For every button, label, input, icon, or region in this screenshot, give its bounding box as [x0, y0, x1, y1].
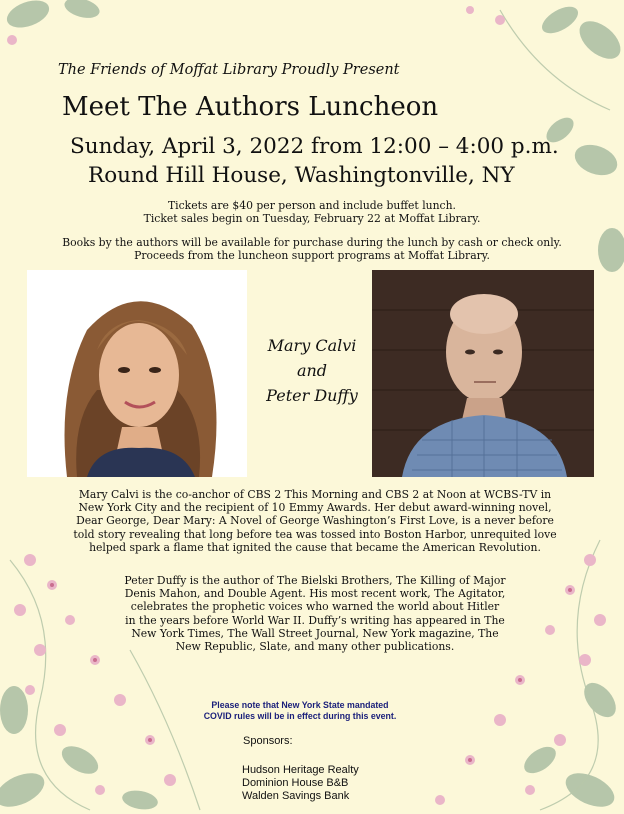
bio-calvi-line: Mary Calvi is the co-anchor of CBS 2 This Morning and CBS 2 at Noon at WCBS-TV in	[78, 488, 552, 501]
bio-duffy-line: in the years before World War II. Duffy’s writing has appeared in The	[125, 613, 505, 627]
bio-calvi-line: helped spark a flame that ignited the cause that became the American Revolution.	[89, 540, 541, 554]
bio-duffy-line: New York Times, The Wall Street Journal, New York magazine, The	[131, 626, 499, 640]
covid-notice-line: Please note that New York State mandated	[211, 700, 389, 710]
books-info	[0, 236, 624, 262]
covid-notice	[160, 700, 440, 722]
ticket-sales-line: Ticket sales begin on Tuesday, February 22 at Moffat Library.	[143, 212, 481, 225]
sponsor-item: Dominion House B&B	[242, 777, 349, 789]
bio-duffy-line: Peter Duffy is the author of The Bielski Brothers, The Killing of Major	[124, 574, 506, 587]
bio-calvi-line: New York City and the recipient of 10 Emmy Awards. Her debut award-winning novel,	[78, 501, 552, 515]
sponsors-list	[242, 764, 359, 803]
event-title: Meet The Authors Luncheon	[62, 92, 439, 122]
bio-duffy-line: Denis Mahon, and Double Agent. His most recent work, The Agitator,	[124, 587, 506, 601]
ticket-info	[0, 199, 624, 225]
portrait-photo-man	[372, 270, 594, 477]
event-date: Sunday, April 3, 2022 from 12:00 – 4:00 p.m.	[70, 134, 559, 159]
sponsor-item: Walden Savings Bank	[242, 790, 350, 802]
sponsor-item: Hudson Heritage Realty	[242, 764, 359, 776]
bio-calvi-line: told story revealing that long before tea was tossed into Boston Harbor, unrequited love	[73, 527, 557, 541]
bio-calvi-line: Dear George, Dear Mary: A Novel of George Washington’s First Love, is a never before	[76, 514, 554, 528]
author-name-1: Mary Calvi	[267, 336, 357, 355]
event-venue: Round Hill House, Washingtonville, NY	[88, 163, 515, 188]
bio-mary-calvi	[60, 488, 570, 554]
ticket-price-line: Tickets are $40 per person and include buffet lunch.	[167, 199, 456, 212]
books-purchase-line: Books by the authors will be available for purchase during the lunch by cash or check only.	[62, 236, 562, 249]
bio-peter-duffy	[60, 574, 570, 653]
covid-notice-line: COVID rules will be in effect during this event.	[203, 711, 397, 721]
bio-duffy-line: New Republic, Slate, and many other publications.	[175, 640, 455, 654]
author-names	[252, 333, 372, 408]
author-name-2: Peter Duffy	[266, 386, 358, 405]
proceeds-line: Proceeds from the luncheon support programs at Moffat Library.	[134, 249, 490, 262]
bio-duffy-line: celebrates the prophetic voices who warned the world about Hitler	[130, 600, 500, 614]
portrait-photo-woman	[27, 270, 247, 477]
sponsors-label: Sponsors:	[243, 735, 293, 747]
presenter-line: The Friends of Moffat Library Proudly Present	[58, 62, 400, 78]
author-connector: and	[296, 361, 328, 380]
